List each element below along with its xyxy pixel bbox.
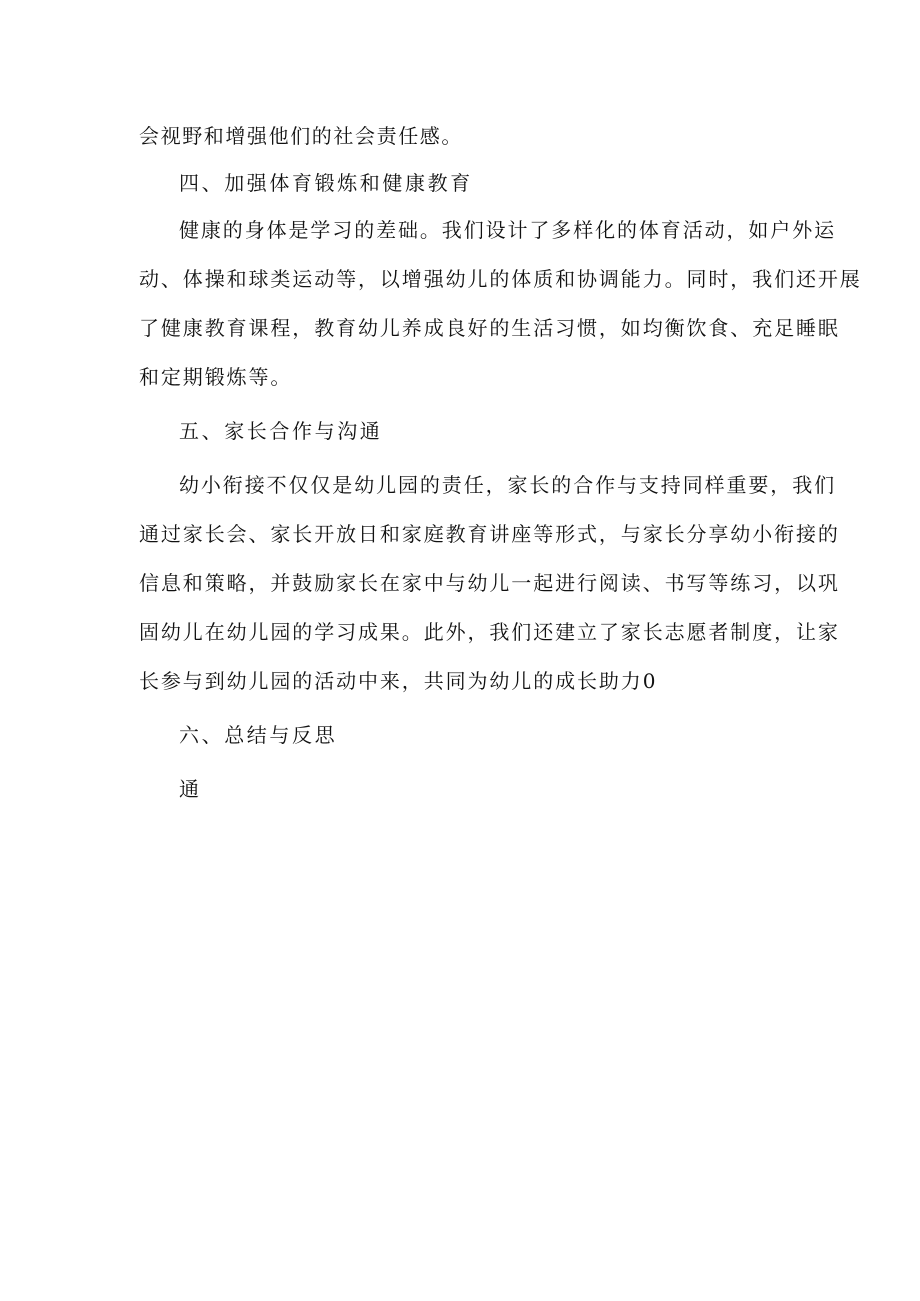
section-heading-6: 六、总结与反思 (179, 723, 338, 747)
paragraph-line: 幼小衔接不仅仅是幼儿园的责任，家长的合作与支持同样重要，我们 (179, 473, 836, 497)
paragraph-line: 健康的身体是学习的差础。我们设计了多样化的体育活动，如户外运 (179, 218, 836, 242)
section-paragraph-4 (139, 214, 862, 393)
paragraph-line: 动、体操和球类运动等，以增强幼儿的体质和协调能力。同时，我们还开展 (139, 267, 862, 291)
section-paragraph-5 (139, 469, 840, 697)
paragraph-line: 长参与到幼儿园的活动中来，共同为幼儿的成长助力0 (139, 669, 658, 693)
paragraph-line: 信息和策略，并鼓励家长在家中与幼儿一起进行阅读、书写等练习，以巩 (139, 571, 840, 595)
section-heading-4: 四、加强体育锻炼和健康教育 (179, 171, 473, 195)
paragraph-line: 固幼儿在幼儿园的学习成果。此外，我们还建立了家长志愿者制度，让家 (139, 620, 840, 644)
paragraph-line: 了健康教育课程，教育幼儿养成良好的生活习惯，如均衡饮食、充足睡眠 (139, 316, 840, 340)
paragraph-line: 通过家长会、家长开放日和家庭教育讲座等形式，与家长分享幼小衔接的 (139, 522, 840, 546)
paragraph-line: 通 (179, 777, 201, 801)
continuation-line: 会视野和增强他们的社会责任感。 (139, 124, 463, 148)
section-heading-5: 五、家长合作与沟通 (179, 419, 383, 443)
section-paragraph-6 (139, 773, 783, 805)
paragraph-line: 和定期锻炼等。 (139, 365, 293, 389)
document-body (139, 120, 862, 805)
